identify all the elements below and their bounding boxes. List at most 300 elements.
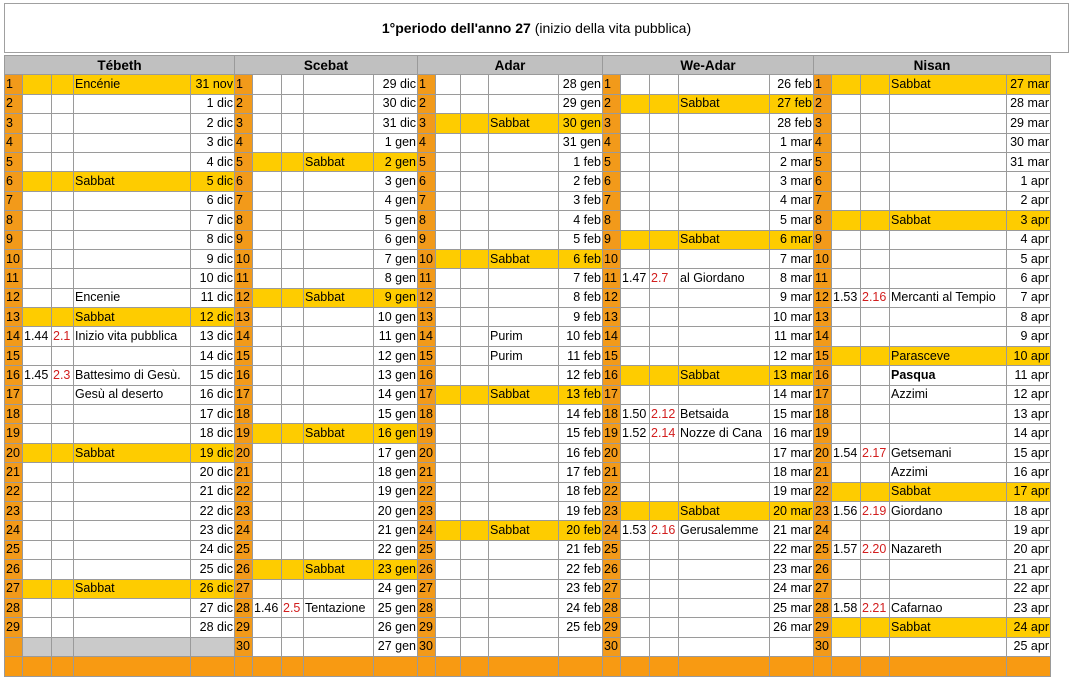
volume-code-cell [436,152,461,171]
day-number-cell: 9 [603,230,621,249]
reference-cell: 2.21 [861,598,890,617]
day-number-cell: 19 [235,424,253,443]
reference-cell [650,618,679,637]
footer-cell [52,657,74,676]
table-row [5,327,1051,346]
day-number-cell: 15 [814,346,832,365]
day-number-cell: 3 [603,114,621,133]
reference-cell [282,172,304,191]
volume-code-cell [253,618,282,637]
reference-cell [52,405,74,424]
volume-code-cell: 1.47 [621,269,650,288]
volume-code-cell [436,637,461,656]
reference-cell [461,288,489,307]
date-cell: 7 gen [374,249,418,268]
day-number-cell: 28 [5,598,23,617]
volume-code-cell [436,114,461,133]
footer-cell [418,657,436,676]
day-number-cell: 2 [5,94,23,113]
date-cell: 28 dic [191,618,235,637]
reference-cell [650,327,679,346]
day-number-cell: 14 [235,327,253,346]
reference-cell [861,637,890,656]
reference-cell [52,308,74,327]
volume-code-cell [23,501,52,520]
day-number-cell: 21 [418,463,436,482]
day-number-cell: 5 [418,152,436,171]
event-cell [74,637,191,656]
day-number-cell: 10 [5,249,23,268]
event-cell: Sabbat [679,366,770,385]
volume-code-cell [23,579,52,598]
date-cell: 13 dic [191,327,235,346]
month-header-scebat: Scebat [235,56,418,75]
day-number-cell: 25 [418,540,436,559]
reference-cell: 2.12 [650,405,679,424]
reference-cell [52,618,74,637]
event-cell [679,75,770,94]
event-cell: Sabbat [890,482,1007,501]
volume-code-cell [832,308,861,327]
day-number-cell: 16 [418,366,436,385]
event-cell [304,540,374,559]
table-row [5,94,1051,113]
volume-code-cell [253,521,282,540]
day-number-cell: 4 [5,133,23,152]
volume-code-cell [253,133,282,152]
event-cell [74,133,191,152]
date-cell: 31 nov [191,75,235,94]
reference-cell [52,598,74,617]
date-cell [191,637,235,656]
footer-cell [5,657,23,676]
date-cell: 5 apr [1007,249,1051,268]
day-number-cell: 4 [603,133,621,152]
day-number-cell: 6 [235,172,253,191]
reference-cell [650,308,679,327]
day-number-cell: 16 [814,366,832,385]
day-number-cell: 8 [5,211,23,230]
date-cell: 31 mar [1007,152,1051,171]
event-cell [304,385,374,404]
date-cell: 16 feb [559,443,603,462]
reference-cell [282,443,304,462]
volume-code-cell [253,230,282,249]
date-cell: 23 feb [559,579,603,598]
volume-code-cell [253,249,282,268]
volume-code-cell [621,288,650,307]
date-cell: 2 gen [374,152,418,171]
date-cell: 25 feb [559,618,603,637]
date-cell: 1 apr [1007,172,1051,191]
volume-code-cell [621,501,650,520]
reference-cell [282,366,304,385]
reference-cell [52,172,74,191]
event-cell [74,346,191,365]
reference-cell [461,443,489,462]
event-cell [304,133,374,152]
day-number-cell: 29 [603,618,621,637]
event-cell [304,249,374,268]
date-cell: 8 dic [191,230,235,249]
footer-row [5,657,1051,676]
day-number-cell: 20 [814,443,832,462]
reference-cell [650,560,679,579]
reference-cell [52,288,74,307]
day-number-cell: 29 [5,618,23,637]
day-number-cell: 4 [814,133,832,152]
day-number-cell: 13 [418,308,436,327]
volume-code-cell [253,501,282,520]
volume-code-cell [832,211,861,230]
reference-cell: 2.5 [282,598,304,617]
volume-code-cell [253,424,282,443]
date-cell: 11 apr [1007,366,1051,385]
reference-cell [52,637,74,656]
day-number-cell: 20 [603,443,621,462]
date-cell: 10 mar [770,308,814,327]
reference-cell [282,346,304,365]
date-cell: 10 feb [559,327,603,346]
day-number-cell: 23 [5,501,23,520]
day-number-cell: 14 [603,327,621,346]
reference-cell [282,211,304,230]
day-number-cell: 5 [5,152,23,171]
event-cell: Sabbat [489,249,559,268]
day-number-cell: 25 [603,540,621,559]
date-cell: 30 mar [1007,133,1051,152]
reference-cell [861,579,890,598]
date-cell: 11 dic [191,288,235,307]
day-number-cell: 9 [235,230,253,249]
event-cell [74,540,191,559]
event-cell [304,521,374,540]
day-number-cell: 2 [418,94,436,113]
month-header-we-adar: We-Adar [603,56,814,75]
table-row [5,443,1051,462]
date-cell: 29 mar [1007,114,1051,133]
footer-cell [191,657,235,676]
reference-cell [650,463,679,482]
volume-code-cell [832,94,861,113]
day-number-cell: 16 [603,366,621,385]
volume-code-cell [23,308,52,327]
date-cell: 21 mar [770,521,814,540]
event-cell [74,463,191,482]
reference-cell [52,230,74,249]
reference-cell: 2.7 [650,269,679,288]
volume-code-cell [23,560,52,579]
reference-cell [282,308,304,327]
day-number-cell: 6 [418,172,436,191]
event-cell: Sabbat [74,579,191,598]
event-cell [74,405,191,424]
volume-code-cell [23,405,52,424]
event-cell: Betsaida [679,405,770,424]
date-cell: 23 dic [191,521,235,540]
event-cell: Sabbat [304,288,374,307]
event-cell [304,463,374,482]
table-row [5,346,1051,365]
volume-code-cell [621,463,650,482]
volume-code-cell [832,152,861,171]
day-number-cell: 3 [418,114,436,133]
event-cell [304,637,374,656]
day-number-cell: 5 [814,152,832,171]
event-cell: Encénie [74,75,191,94]
event-cell: Sabbat [304,424,374,443]
event-cell [489,366,559,385]
day-number-cell: 29 [235,618,253,637]
reference-cell [650,288,679,307]
date-cell: 19 apr [1007,521,1051,540]
reference-cell [461,94,489,113]
date-cell: 5 feb [559,230,603,249]
date-cell: 30 dic [374,94,418,113]
event-cell [74,482,191,501]
event-cell [304,269,374,288]
table-row [5,133,1051,152]
reference-cell: 2.1 [52,327,74,346]
date-cell: 15 mar [770,405,814,424]
volume-code-cell [436,579,461,598]
table-row [5,308,1051,327]
event-cell [489,133,559,152]
volume-code-cell [23,211,52,230]
volume-code-cell [436,133,461,152]
date-cell: 22 dic [191,501,235,520]
volume-code-cell [436,269,461,288]
volume-code-cell [253,637,282,656]
date-cell: 14 apr [1007,424,1051,443]
day-number-cell: 16 [5,366,23,385]
event-cell: Sabbat [74,443,191,462]
reference-cell [650,346,679,365]
event-cell: Sabbat [489,114,559,133]
volume-code-cell [436,366,461,385]
footer-cell [304,657,374,676]
volume-code-cell [253,540,282,559]
day-number-cell: 7 [418,191,436,210]
volume-code-cell [832,191,861,210]
date-cell: 6 apr [1007,269,1051,288]
date-cell: 11 feb [559,346,603,365]
date-cell: 23 apr [1007,598,1051,617]
reference-cell [650,540,679,559]
date-cell: 17 mar [770,443,814,462]
reference-cell [282,463,304,482]
date-cell: 19 feb [559,501,603,520]
event-cell [890,191,1007,210]
volume-code-cell [621,560,650,579]
date-cell: 5 dic [191,172,235,191]
date-cell [770,637,814,656]
volume-code-cell [621,618,650,637]
day-number-cell: 15 [235,346,253,365]
volume-code-cell [832,133,861,152]
reference-cell [461,152,489,171]
volume-code-cell [436,521,461,540]
date-cell: 8 mar [770,269,814,288]
date-cell: 23 gen [374,560,418,579]
volume-code-cell [621,191,650,210]
event-cell [679,463,770,482]
reference-cell [650,598,679,617]
day-number-cell: 3 [235,114,253,133]
volume-code-cell [832,521,861,540]
day-number-cell: 4 [235,133,253,152]
reference-cell [650,230,679,249]
event-cell [304,211,374,230]
day-number-cell: 6 [814,172,832,191]
volume-code-cell [436,308,461,327]
date-cell: 15 apr [1007,443,1051,462]
volume-code-cell [621,308,650,327]
volume-code-cell [23,133,52,152]
event-cell [890,114,1007,133]
reference-cell [282,618,304,637]
event-cell: Nazareth [890,540,1007,559]
date-cell: 12 dic [191,308,235,327]
volume-code-cell [23,152,52,171]
date-cell: 30 gen [559,114,603,133]
volume-code-cell [832,579,861,598]
date-cell: 10 apr [1007,346,1051,365]
volume-code-cell [832,618,861,637]
volume-code-cell [23,346,52,365]
day-number-cell: 11 [5,269,23,288]
day-number-cell: 10 [418,249,436,268]
volume-code-cell [253,482,282,501]
volume-code-cell: 1.56 [832,501,861,520]
event-cell [304,346,374,365]
date-cell: 8 feb [559,288,603,307]
date-cell: 7 apr [1007,288,1051,307]
reference-cell [52,482,74,501]
volume-code-cell [436,346,461,365]
volume-code-cell [253,152,282,171]
event-cell [679,152,770,171]
reference-cell [461,598,489,617]
reference-cell [461,75,489,94]
event-cell: Nozze di Cana [679,424,770,443]
volume-code-cell [621,327,650,346]
event-cell [679,482,770,501]
volume-code-cell [436,598,461,617]
volume-code-cell [832,637,861,656]
event-cell [890,579,1007,598]
event-cell: Tentazione [304,598,374,617]
reference-cell [282,191,304,210]
volume-code-cell [832,366,861,385]
volume-code-cell [621,482,650,501]
reference-cell [461,114,489,133]
table-row [5,249,1051,268]
reference-cell [861,405,890,424]
event-cell [679,172,770,191]
day-number-cell: 28 [603,598,621,617]
day-number-cell: 24 [235,521,253,540]
event-cell: Sabbat [489,521,559,540]
event-cell [679,288,770,307]
table-row [5,521,1051,540]
reference-cell [282,269,304,288]
date-cell: 7 mar [770,249,814,268]
date-cell: 2 apr [1007,191,1051,210]
table-row [5,191,1051,210]
reference-cell [461,463,489,482]
reference-cell [861,249,890,268]
day-number-cell: 30 [603,637,621,656]
volume-code-cell [436,482,461,501]
date-cell: 4 mar [770,191,814,210]
day-number-cell: 25 [814,540,832,559]
event-cell: Gerusalemme [679,521,770,540]
event-cell [74,598,191,617]
day-number-cell: 12 [235,288,253,307]
reference-cell [461,540,489,559]
event-cell [890,521,1007,540]
day-number-cell: 7 [603,191,621,210]
volume-code-cell [832,327,861,346]
date-cell: 9 dic [191,249,235,268]
table-row [5,598,1051,617]
volume-code-cell [23,385,52,404]
volume-code-cell [23,172,52,191]
day-number-cell: 22 [418,482,436,501]
reference-cell [650,637,679,656]
reference-cell [52,463,74,482]
event-cell [489,191,559,210]
event-cell [304,366,374,385]
event-cell [304,443,374,462]
date-cell: 23 mar [770,560,814,579]
day-number-cell: 8 [603,211,621,230]
reference-cell [861,366,890,385]
day-number-cell: 12 [603,288,621,307]
event-cell [74,501,191,520]
date-cell: 4 apr [1007,230,1051,249]
event-cell [74,521,191,540]
date-cell: 3 mar [770,172,814,191]
month-header-row [5,56,1051,75]
reference-cell [52,191,74,210]
volume-code-cell [23,249,52,268]
day-number-cell: 1 [235,75,253,94]
table-row [5,288,1051,307]
footer-cell [770,657,814,676]
reference-cell [861,114,890,133]
day-number-cell: 21 [603,463,621,482]
event-cell [890,269,1007,288]
date-cell: 19 mar [770,482,814,501]
event-cell [304,501,374,520]
day-number-cell: 23 [603,501,621,520]
date-cell: 22 gen [374,540,418,559]
event-cell: Purim [489,346,559,365]
table-row [5,579,1051,598]
volume-code-cell [253,191,282,210]
reference-cell [52,94,74,113]
date-cell: 1 gen [374,133,418,152]
event-cell [679,114,770,133]
volume-code-cell [253,288,282,307]
table-row [5,540,1051,559]
table-row [5,618,1051,637]
day-number-cell: 6 [603,172,621,191]
date-cell [559,637,603,656]
footer-cell [679,657,770,676]
